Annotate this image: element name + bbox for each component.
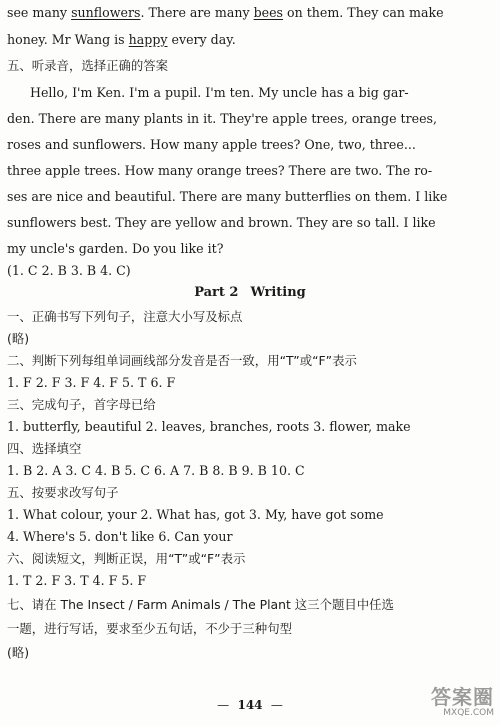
section-heading: 二、判断下列每组单词画线部分发音是否一致，用“T”或“F”表示 <box>7 353 357 368</box>
answer-line: 4. Where's 5. don't like 6. Can your <box>7 529 233 544</box>
passage-line: Hello, I'm Ken. I'm a pupil. I'm ten. My uncle has a big gar- <box>30 85 409 100</box>
page-number: — 144 — <box>217 698 283 712</box>
part-title: Part 2 Writing <box>194 285 306 300</box>
section-heading: 四、选择填空 <box>7 441 82 456</box>
answer-line: (1. C 2. B 3. B 4. C) <box>7 263 131 278</box>
section-heading: 五、按要求改写句子 <box>7 485 119 500</box>
answer-line: 1. butterfly, beautiful 2. leaves, branches, roots 3. flower, make <box>7 419 411 434</box>
underlined-word: happy <box>128 32 168 47</box>
section-heading: 三、完成句子，首字母已给 <box>7 397 156 412</box>
section-heading: 六、阅读短文，判断正误，用“T”或“F”表示 <box>7 551 246 566</box>
section-heading: 一、正确书写下列句子，注意大小写及标点 <box>7 309 243 324</box>
answer-line: 1. T 2. F 3. T 4. F 5. F <box>7 573 147 588</box>
text-line: honey. Mr Wang is happy every day. <box>7 32 236 47</box>
passage-line: my uncle's garden. Do you like it? <box>7 241 224 256</box>
answer-line: 1. F 2. F 3. F 4. F 5. T 6. F <box>7 375 176 390</box>
watermark-logo: 答案圈 MXQE.COM <box>431 685 494 718</box>
underlined-word: bees <box>253 5 284 20</box>
text-line: see many sunflowers. There are many bees on them. They can make <box>7 5 444 20</box>
answer-line: (略) <box>7 331 30 346</box>
answer-line: (略) <box>7 645 30 660</box>
passage-line: den. There are many plants in it. They're apple trees, orange trees, <box>7 111 437 126</box>
underlined-word: sunflowers <box>71 5 141 20</box>
section-heading: 五、听录音，选择正确的答案 <box>7 58 169 73</box>
section-heading: 一题，进行写话，要求至少五句话，不少于三种句型 <box>7 621 292 636</box>
passage-line: sunflowers best. They are yellow and brown. They are so tall. I like <box>7 215 436 230</box>
section-heading: 七、请在 The Insect / Farm Animals / The Plant 这三个题目中任选 <box>7 597 394 612</box>
answer-line: 1. B 2. A 3. C 4. B 5. C 6. A 7. B 8. B 9. B 10. C <box>7 463 305 478</box>
passage-line: roses and sunflowers. How many apple trees? One, two, three... <box>7 137 416 152</box>
passage-line: ses are nice and beautiful. There are many butterflies on them. I like <box>7 189 448 204</box>
passage-line: three apple trees. How many orange trees? There are two. The ro- <box>7 163 433 178</box>
answer-line: 1. What colour, your 2. What has, got 3. My, have got some <box>7 507 384 522</box>
